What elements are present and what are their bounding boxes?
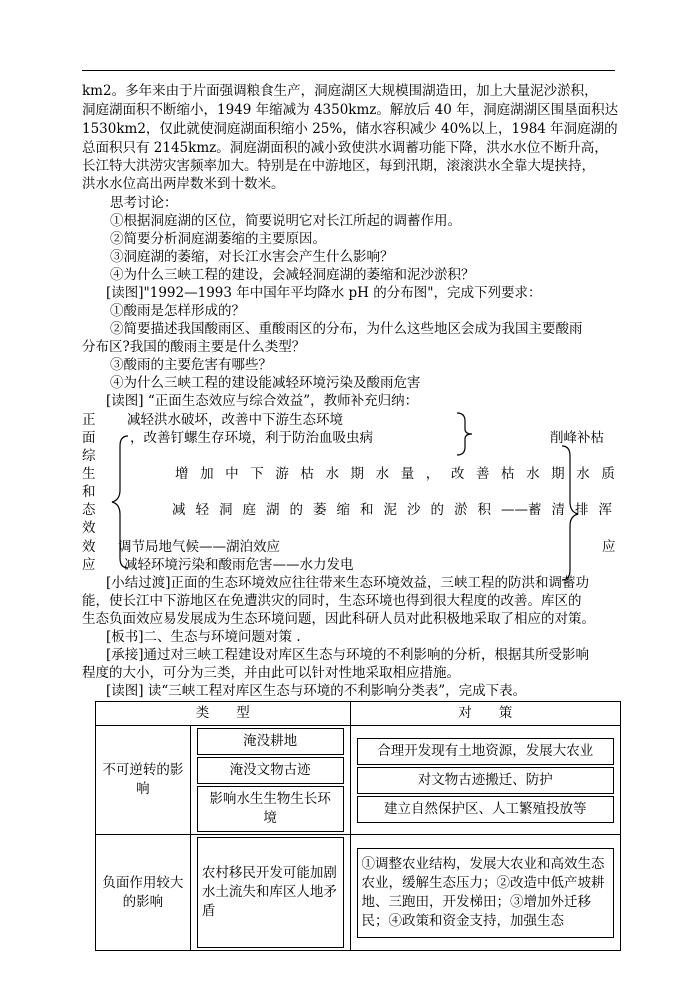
paragraph-line: 1530km2，仅此就使洞庭湖面积缩小 25%，储水容积减少 40%以上，1984 年洞庭湖的 — [82, 121, 618, 137]
right-brace-large — [558, 442, 582, 584]
type-cell: 淹没耕地 — [197, 728, 344, 755]
vertical-label-char: 效 — [82, 539, 96, 555]
ecology-line-right: 应 — [602, 539, 616, 555]
vertical-label-char: 和 — [82, 484, 96, 500]
vertical-label-char: 应 — [82, 557, 96, 573]
type-cell: 影响水生生物生长环境 — [197, 786, 344, 832]
discussion-item: ④为什么三峡工程的建设，会减轻洞庭湖的萎缩和泥沙淤积？ — [110, 267, 475, 283]
board-heading: [板书]二、生态与环境问题对策 . — [106, 629, 301, 645]
table-header-row — [96, 702, 621, 726]
type-cells — [190, 726, 350, 835]
acid-rain-question: ①酸雨是怎样形成的？ — [110, 303, 245, 319]
discussion-item: ①根据洞庭湖的区位，简要说明它对长江所起的调蓄作用。 — [110, 213, 461, 229]
vertical-label-char: 生 — [82, 466, 96, 482]
measure-cell: 合理开发现有土地资源，发展大农业 — [357, 738, 614, 765]
measure-cell: 建立自然保护区、人工繁殖投放等 — [357, 796, 614, 823]
ecology-spread-line: 减 轻 洞 庭 湖 的 萎 缩 和 泥 沙 的 淤 积 ——蓄 清 排 浑 — [172, 502, 612, 518]
ecology-line-right: 削峰补枯 — [550, 430, 604, 446]
transition-line: 程度的大小，可分为三类，并由此可以针对性地采取相应措施。 — [82, 665, 460, 681]
ecology-intro: [读图] “正面生态效应与综合效益”，教师补充归纳： — [106, 393, 419, 409]
paragraph-line: 洞庭湖面积不断缩小，1949 年缩减为 4350kmz。解放后 40 年，洞庭湖湖区围垦面积达 — [82, 102, 619, 118]
discussion-heading: 思考讨论： — [110, 195, 178, 211]
paragraph-line: 洪水水位高出两岸数米到十数米。 — [82, 176, 285, 192]
left-brace — [108, 432, 132, 572]
summary-line: 生态负面效应易发展成为生态环境问题，因此科研人员对此积极地采取了相应的对策。 — [82, 611, 595, 627]
vertical-label-char: 态 — [82, 502, 96, 518]
type-cell: 农村移民开发可能加剧水土流失和库区人地矛盾 — [197, 837, 344, 948]
ecology-line: 减轻环境污染和酸雨危害——水力发电 — [124, 557, 354, 573]
group-label: 不可逆转的影响 — [96, 726, 191, 835]
measure-cells — [350, 835, 620, 951]
group-label: 负面作用较大的影响 — [96, 835, 191, 951]
transition-line: [承接]通过对三峡工程建设对库区生态与环境的不利影响的分析，根据其所受影响 — [106, 647, 590, 663]
discussion-item: ③洞庭湖的萎缩，对长江水害会产生什么影响？ — [110, 249, 394, 265]
summary-line: [小结过渡]正面的生态环境效应往往带来生态环境效益，三峡工程的防洪和调蓄功 — [106, 575, 590, 591]
ecology-line: 减轻洪水破坏，改善中下游生态环境 — [127, 412, 343, 428]
acid-rain-question: 分布区?我国的酸雨主要是什么类型？ — [82, 339, 306, 355]
vertical-label-char: 综 — [82, 448, 96, 464]
vertical-label-char: 面 — [82, 430, 96, 446]
ecology-spread-line: 增 加 中 下 游 枯 水 期 水 量 ， 改 善 枯 水 期 水 质 — [175, 466, 615, 482]
summary-line: 能，使长江中下游地区在免遭洪灾的同时，生态环境也得到很大程度的改善。库区的 — [82, 593, 582, 609]
measure-cells — [350, 726, 620, 835]
ecology-line: 调节局地气候——湖泊效应 — [118, 539, 280, 555]
ecology-line: ，改善钉螺生存环境，利于防治血吸虫病 — [130, 430, 373, 446]
right-brace-small — [455, 410, 475, 458]
table-row — [96, 835, 621, 951]
type-cell: 淹没文物古迹 — [197, 757, 344, 784]
table-intro: [读图] 读“三峡工程对库区生态与环境的不利影响分类表”，完成下表。 — [106, 683, 527, 699]
header-rule — [82, 70, 615, 71]
vertical-label-char: 正 — [82, 412, 96, 428]
acid-rain-question: ②简要描述我国酸雨区、重酸雨区的分布，为什么这些地区会成为我国主要酸雨 — [110, 321, 583, 337]
type-cells — [190, 835, 350, 951]
header-measure: 对 策 — [350, 702, 620, 726]
impact-table — [95, 701, 621, 951]
measure-cell: 对文物古迹搬迁、防护 — [357, 767, 614, 794]
paragraph-line: 总面积只有 2145kmz。洞庭湖面积的减小致使洪水调蓄功能下降，洪水水位不断升高， — [82, 140, 608, 156]
paragraph-line: 长江特大洪涝灾害频率加大。特别是在中游地区，每到汛期，滚滚洪水全靠大堤挟持， — [82, 158, 595, 174]
vertical-label-char: 效 — [82, 520, 96, 536]
header-type: 类 型 — [96, 702, 351, 726]
discussion-item: ②简要分析洞庭湖萎缩的主要原因。 — [110, 231, 326, 247]
measure-cell: ①调整农业结构，发展大农业和高效生态农业，缓解生态压力；②改造中低产坡耕地、三跑田，开发梯田；③增加外迁移民；④政策和资金支持，加强生态 — [357, 848, 614, 938]
acid-rain-question: ④为什么三峡工程的建设能减轻环境污染及酸雨危害 — [110, 375, 421, 391]
acid-rain-question: ③酸雨的主要危害有哪些？ — [110, 357, 272, 373]
table-row — [96, 726, 621, 835]
acid-rain-intro: [读图]"1992—1993 年中国年平均降水 pH 的分布图"，完成下列要求： — [106, 285, 542, 301]
paragraph-line: km2。多年来由于片面强调粮食生产，洞庭湖区大规模围湖造田，加上大量泥沙淤积， — [82, 83, 598, 99]
